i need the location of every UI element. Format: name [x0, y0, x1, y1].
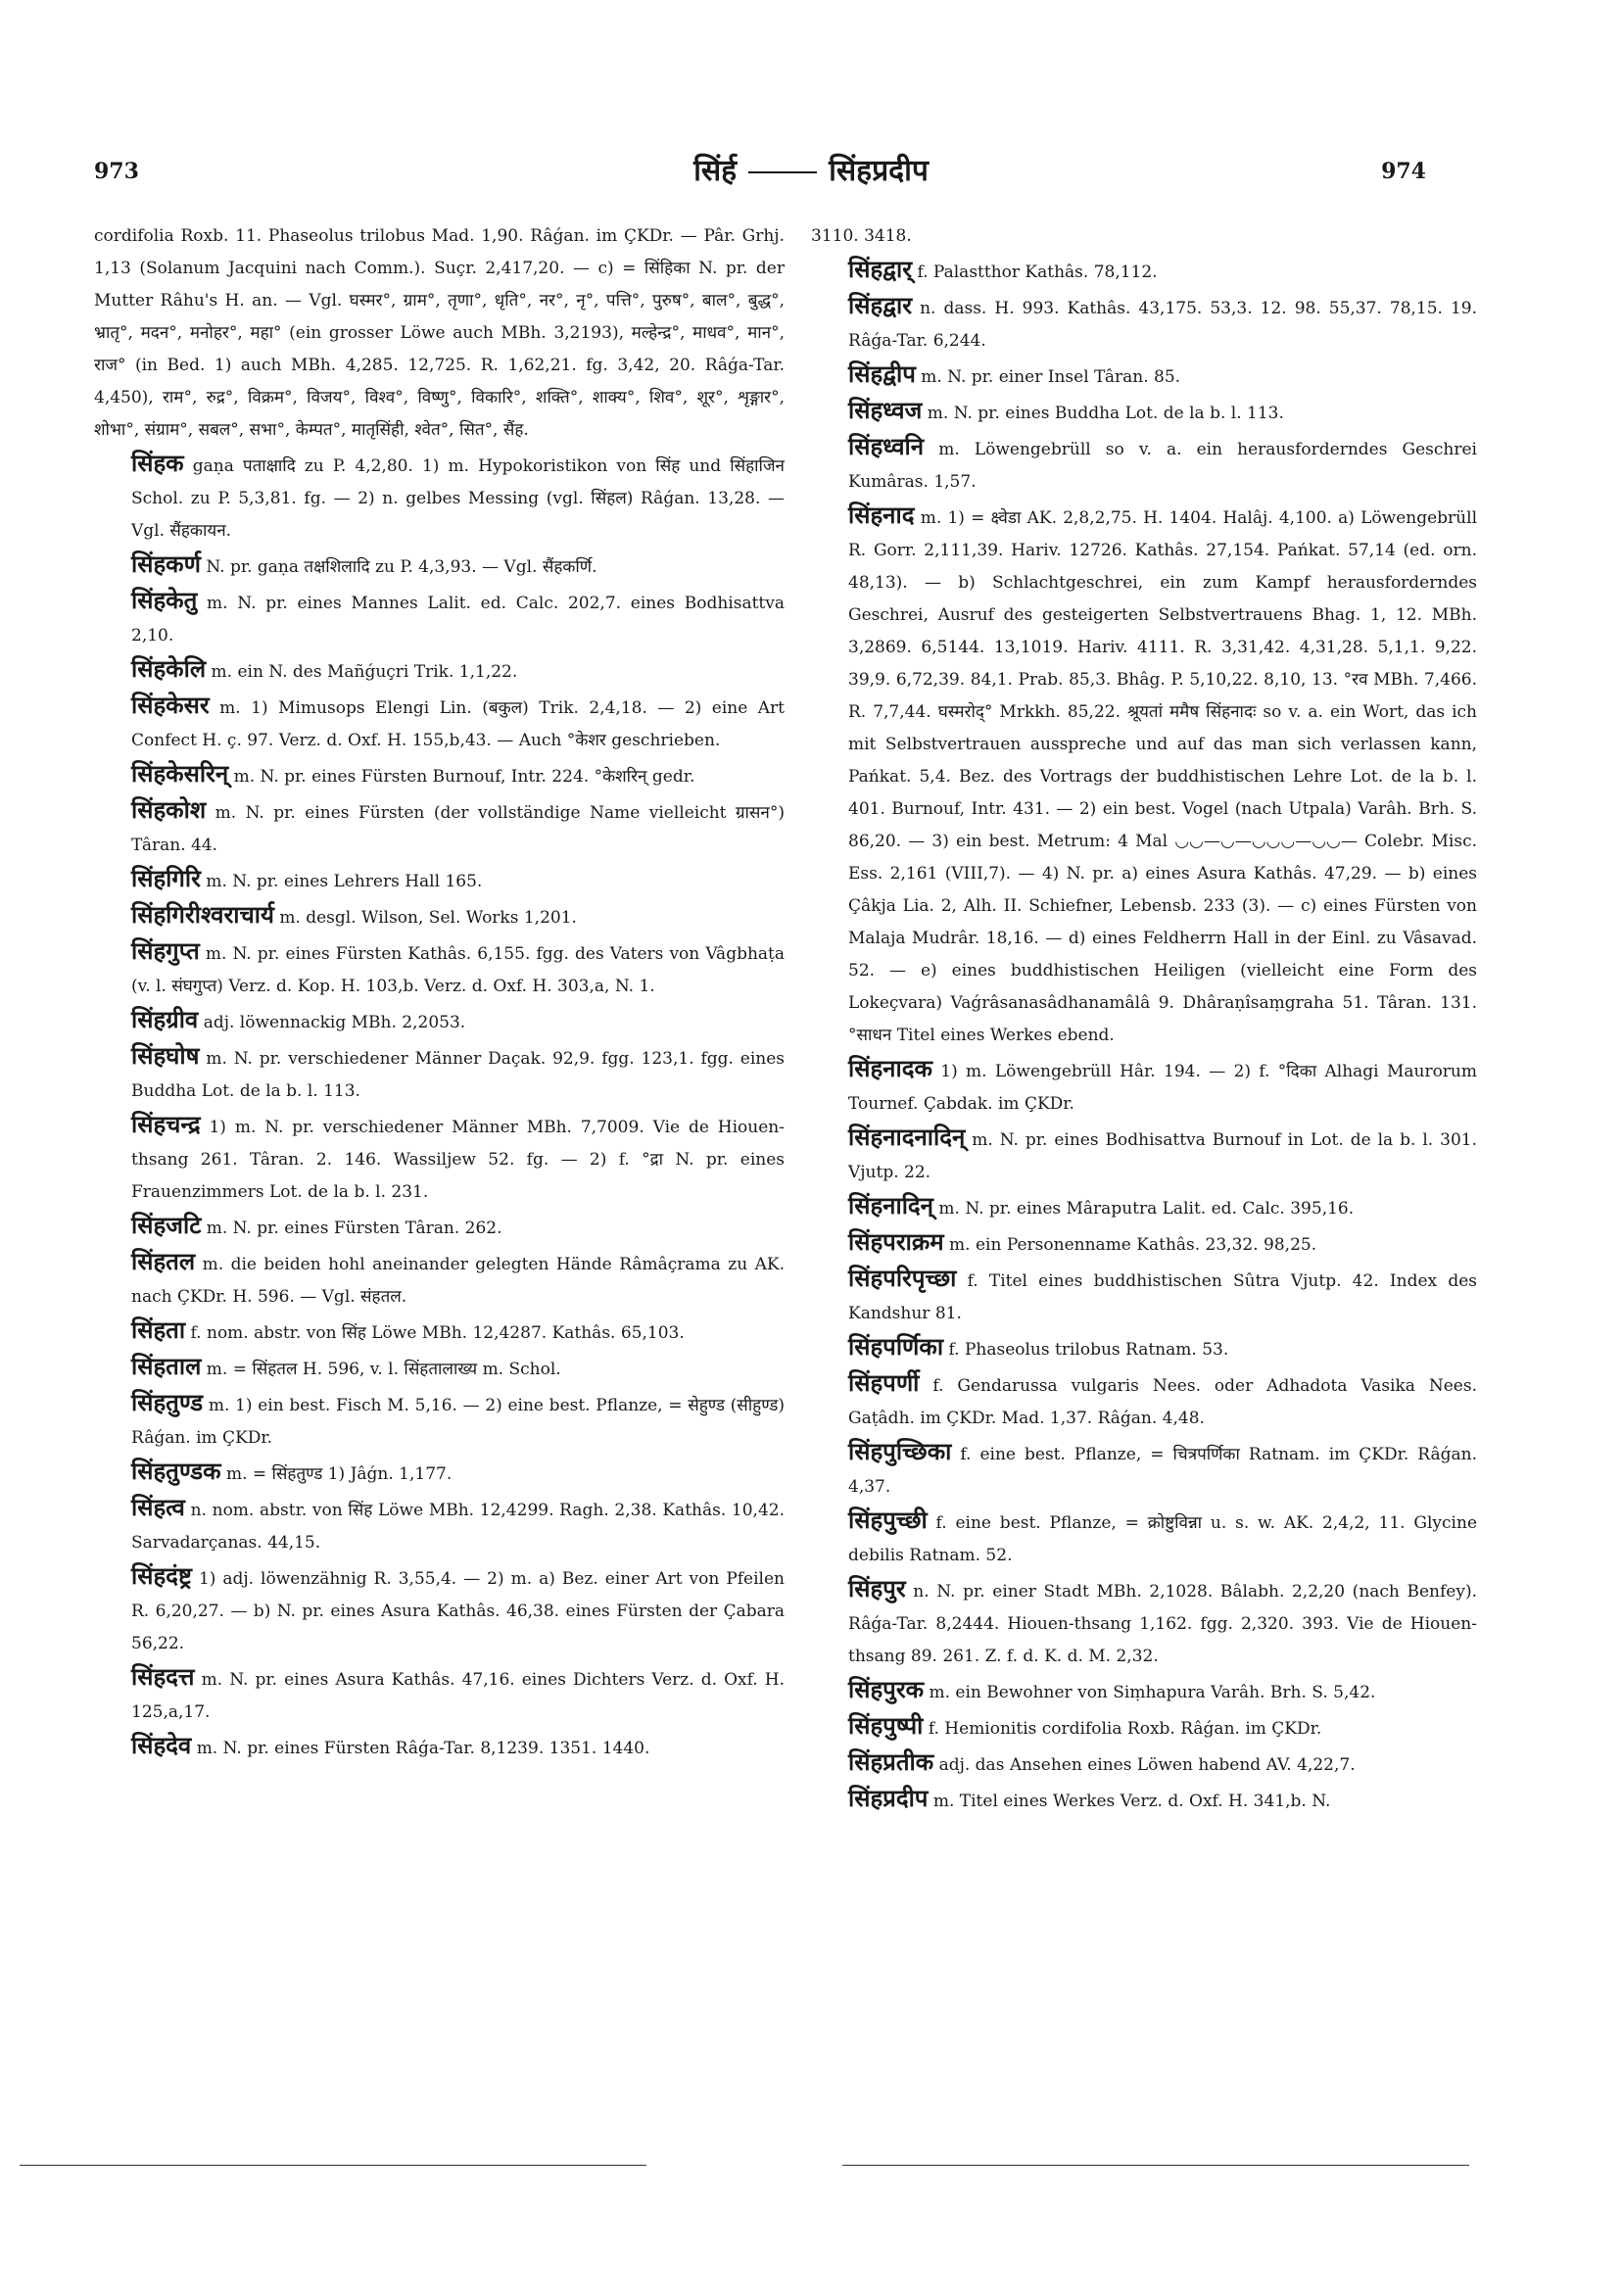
dictionary-entry — [811, 1262, 1477, 1330]
entry-text: 1) m. N. pr. verschiedener Männer MBh. 7,7009. Vie de Hiouen-thsang 261. Târan. 2. 146. Wassiljew 52. fg. — 2) f. °द्रा N. pr. eines Frauenzimmers Lot. de la b. l. 231. — [131, 1118, 785, 1202]
dictionary-entry — [94, 652, 785, 689]
entry-headword: सिंहपुरक — [848, 1675, 925, 1703]
entry-headword: सिंहद्वीप — [848, 359, 916, 388]
dictionary-entry — [94, 1729, 785, 1765]
entry-headword: सिंहनाद — [848, 501, 915, 529]
entry-text: f. nom. abstr. von सिंह Löwe MBh. 12,4287. Kathâs. 65,103. — [190, 1323, 685, 1343]
entry-text: gaṇa पताक्षादि zu P. 4,2,80. 1) m. Hypokoristikon von सिंह und सिंहाजिन Schol. zu P. 5,3,81. fg. — 2) n. gelbes Messing (vgl. सिंहल) Râǵan. 13,28. — Vgl. सैंहकायन. — [131, 456, 785, 541]
entry-headword: सिंहप्रतीक — [848, 1747, 934, 1776]
entry-headword: सिंहपराक्रम — [848, 1227, 944, 1256]
dictionary-entry — [811, 1121, 1477, 1189]
entry-text: f. Titel eines buddhistischen Sûtra Vjutp. 42. Index des Kandshur 81. — [848, 1271, 1477, 1323]
entry-headword: सिंहदंष्ट्र — [131, 1561, 192, 1590]
dictionary-entry — [811, 1673, 1477, 1709]
running-title-left: सिंर्ह — [693, 154, 738, 188]
entry-text: m. 1) Mimusops Elengi Lin. (बकुल) Trik. 2,4,18. — 2) eine Art Confect H. ç. 97. Verz. d. Oxf. H. 155,b,43. — Auch °केशर geschrieben. — [131, 698, 785, 750]
dictionary-entry — [811, 1504, 1477, 1572]
entry-text: m. N. pr. eines Fürsten (der vollständige Name vielleicht ग्रासन°) Târan. 44. — [131, 803, 785, 855]
dictionary-entry — [811, 430, 1477, 499]
entry-headword: सिंहपर्णिका — [848, 1332, 944, 1361]
dictionary-entry — [94, 1350, 785, 1386]
left-column — [94, 220, 785, 1765]
dictionary-entry — [94, 1455, 785, 1491]
entry-text: m. N. pr. eines Fürsten Târan. 262. — [206, 1219, 502, 1238]
entry-headword: सिंहपुर — [848, 1574, 906, 1602]
entry-text: m. ein Personenname Kathâs. 23,32. 98,25. — [949, 1235, 1317, 1255]
dictionary-entry — [94, 1386, 785, 1455]
entry-text: f. Gendarussa vulgaris Nees. oder Adhadota Vasika Nees. Gaṭâdh. im ÇKDr. Mad. 1,37. Râǵan. 4,48. — [848, 1376, 1477, 1428]
entry-text: n. N. pr. einer Stadt MBh. 2,1028. Bâlabh. 2,2,20 (nach Benfey). Râǵa-Tar. 8,2444. Hiouen-thsang 1,162. fgg. 2,320. 393. Vie de Hiouen-thsang 89. 261. Z. f. d. K. d. M. 2,32. — [848, 1582, 1477, 1666]
page-number-right: 974 — [1381, 159, 1426, 184]
dictionary-entry — [811, 1435, 1477, 1504]
dictionary-entry — [94, 1209, 785, 1245]
dictionary-entry — [94, 1003, 785, 1039]
entry-headword: सिंहगिरि — [131, 864, 201, 892]
entry-headword: सिंहदेव — [131, 1731, 192, 1759]
dictionary-entry — [94, 1660, 785, 1729]
dictionary-entry — [94, 1491, 785, 1559]
dictionary-entry — [94, 1108, 785, 1209]
entry-text: 1) adj. löwenzähnig R. 3,55,4. — 2) m. a) Bez. einer Art von Pfeilen R. 6,20,27. — b) N. pr. eines Asura Kathâs. 46,38. eines Fürsten der Çabara 56,22. — [131, 1569, 786, 1653]
entry-text: m. 1) ein best. Fisch M. 5,16. — 2) eine best. Pflanze, = सेहुण्ड (सीहुण्ड) Râǵan. im ÇKDr. — [131, 1396, 785, 1448]
dictionary-entry — [94, 1314, 785, 1350]
dictionary-entry — [94, 584, 785, 652]
page-number-left: 973 — [94, 159, 139, 184]
entry-text: f. Hemionitis cordifolia Roxb. Râǵan. im ÇKDr. — [928, 1719, 1322, 1739]
entry-headword: सिंहकेतु — [131, 586, 198, 614]
dictionary-entry — [811, 1572, 1477, 1673]
entry-headword: सिंहप्रदीप — [848, 1784, 929, 1812]
entry-text: f. Phaseolus trilobus Ratnam. 53. — [948, 1340, 1229, 1360]
dictionary-entry — [811, 1330, 1477, 1366]
entry-text: m. N. pr. verschiedener Männer Daçak. 92,9. fgg. 123,1. fgg. eines Buddha Lot. de la b. l. 113. — [131, 1049, 786, 1101]
entry-headword: सिंहध्वज — [848, 396, 923, 424]
entry-text: m. N. pr. eines Buddha Lot. de la b. l. 113. — [927, 404, 1284, 423]
dictionary-entry — [811, 1709, 1477, 1746]
entry-text: m. ein N. des Mañǵuçri Trik. 1,1,22. — [211, 662, 518, 682]
dictionary-entry — [811, 394, 1477, 430]
entry-headword: सिंहपुच्छिका — [848, 1437, 952, 1465]
entry-headword: सिंहदत्त — [131, 1662, 195, 1691]
entry-headword: सिंहनादक — [848, 1054, 932, 1082]
entry-headword: सिंहतुण्डक — [131, 1457, 221, 1485]
entry-text: m. die beiden hohl aneinander gelegten Hände Râmâçrama zu AK. nach ÇKDr. H. 596. — Vgl. संहतल. — [131, 1255, 785, 1307]
entry-headword: सिंहकेसर — [131, 691, 210, 719]
dictionary-entry — [94, 862, 785, 898]
dictionary-entry — [94, 1245, 785, 1314]
entry-headword: सिंहपरिपृच्छा — [848, 1264, 957, 1292]
running-title-right: सिंहप्रदीप — [829, 154, 929, 188]
dictionary-entry — [811, 1052, 1477, 1121]
entry-headword: सिंहत्व — [131, 1493, 185, 1521]
entry-text: adj. das Ansehen eines Löwen habend AV. 4,22,7. — [938, 1755, 1356, 1775]
entry-headword: सिंहगिरीश्वराचार्य — [131, 900, 274, 929]
right-column — [811, 220, 1477, 1818]
entry-text: n. nom. abstr. von सिंह Löwe MBh. 12,4299. Ragh. 2,38. Kathâs. 10,42. Sarvadarçanas. 44,15. — [131, 1501, 785, 1553]
dictionary-entry — [811, 220, 1477, 253]
entry-text: m. N. pr. eines Fürsten Râǵa-Tar. 8,1239. 1351. 1440. — [196, 1739, 650, 1758]
dictionary-entry — [811, 289, 1477, 358]
entry-headword: सिंहताल — [131, 1352, 202, 1380]
entry-text: f. eine best. Pflanze, = क्रोष्टुविन्ना u. s. w. AK. 2,4,2, 11. Glycine debilis Ratnam. 52. — [848, 1513, 1477, 1565]
entry-headword: सिंहकेसरिन् — [131, 759, 229, 788]
entry-text: m. N. pr. eines Lehrers Hall 165. — [206, 872, 483, 891]
entry-headword: सिंहध्वनि — [848, 432, 925, 460]
entry-text: 3110. 3418. — [811, 226, 912, 246]
dictionary-entry — [94, 1039, 785, 1108]
entry-text: m. Titel eines Werkes Verz. d. Oxf. H. 341,b. N. — [932, 1792, 1331, 1811]
entry-text: m. desgl. Wilson, Sel. Works 1,201. — [279, 908, 577, 928]
entry-headword: सिंहनादनादिन् — [848, 1123, 966, 1151]
entry-text: n. dass. H. 993. Kathâs. 43,175. 53,3. 12. 98. 55,37. 78,15. 19. Râǵa-Tar. 6,244. — [848, 299, 1478, 351]
dictionary-entry — [811, 1225, 1477, 1262]
entry-headword: सिंहतुण्ड — [131, 1388, 204, 1416]
entry-headword: सिंहजटि — [131, 1211, 202, 1239]
entry-headword: सिंहद्वार् — [848, 255, 913, 283]
entry-text: m. N. pr. eines Mannes Lalit. ed. Calc. 202,7. eines Bodhisattva 2,10. — [131, 594, 785, 646]
entry-headword: सिंहता — [131, 1315, 186, 1344]
entry-text: m. N. pr. eines Bodhisattva Burnouf in Lot. de la b. l. 301. Vjutp. 22. — [848, 1130, 1477, 1182]
entry-text: m. = सिंहतल H. 596, v. l. सिंहतालाख्य m. Schol. — [206, 1360, 561, 1379]
dictionary-entry — [94, 793, 785, 862]
dictionary-entry — [94, 934, 785, 1003]
dictionary-entry — [811, 1366, 1477, 1435]
dictionary-entry — [811, 1189, 1477, 1225]
entry-headword: सिंहतल — [131, 1247, 196, 1275]
dictionary-entry — [94, 1559, 785, 1660]
dictionary-entry — [811, 358, 1477, 394]
dictionary-entry — [94, 898, 785, 934]
entry-text: adj. löwennackig MBh. 2,2053. — [203, 1013, 466, 1032]
entry-text: 1) m. Löwengebrüll Hâr. 194. — 2) f. °दिका Alhagi Maurorum Tournef. Çabdak. im ÇKDr. — [848, 1062, 1478, 1114]
entry-headword: सिंहद्वार — [848, 291, 913, 319]
entry-text: m. 1) = क्ष्वेडा AK. 2,8,2,75. H. 1404. Halâj. 4,100. a) Löwengebrüll R. Gorr. 2,111,39. Hariv. 12726. Kathâs. 27,154. Pańkat. 57,14 (ed. orn. 48,13). — b) Schlachtgeschrei, ein zum Kampf herausforderndes Geschrei, Ausruf des gesteigerten Selbstvertrauens Bhag. 1, 12. MBh. 3,2869. 6,5144. 13,1019. Hariv. 4111. R. 3,31,42. 4,31,28. 5,1,1. 9,22. 39,9. 6,72,39. 84,1. Prab. 85,3. Bhâg. P. 5,10,22. 8,10, 13. °रव MBh. 7,466. R. 7,7,44. घस्मरोद्° Mrkkh. 85,22. श्रूयतां ममैष सिंहनादः so v. a. ein Wort, das ich mit Selbstvertrauen ausspreche und auf das man sich verlassen kann, Pańkat. 5,4. Bez. des Vortrags der buddhistischen Lehre Lot. de la b. l. 401. Burnouf, Intr. 431. — 2) ein best. Vogel (nach Utpala) Varâh. Brh. S. 86,20. — 3) ein best. Metrum: 4 Mal ◡◡—◡—◡◡◡—◡◡— Colebr. Misc. Ess. 2,161 (VIII,7). — 4) N. pr. a) eines Asura Kathâs. 47,29. — b) eines Çâkja Lia. 2, Alh. II. Schiefner, Lebensb. 233 (3). — c) eines Fürsten von Malaja Mudrâr. 18,16. — d) eines Feldherrn Hall in der Einl. zu Vâsavad. 52. — e) eines buddhistischen Heiligen (vielleicht eine Form des Lokeçvara) Vaǵrâsanasâdhanamâlâ 9. Dhâraṇîsaṃgraha 51. Târan. 131. °साधन Titel eines Werkes ebend. — [848, 508, 1478, 1045]
dictionary-entry — [811, 1782, 1477, 1818]
running-head — [0, 149, 1622, 189]
entry-headword: सिंहघोष — [131, 1041, 200, 1070]
dictionary-entry — [811, 499, 1477, 1052]
entry-text: m. = सिंहतुण्ड 1) Jâǵn. 1,177. — [225, 1464, 453, 1484]
footer-rule-right — [842, 2165, 1469, 2166]
title-dash — [748, 171, 817, 173]
dictionary-entry — [94, 548, 785, 584]
entry-headword: सिंहपर्णी — [848, 1368, 920, 1397]
entry-headword: सिंहगुप्त — [131, 936, 200, 965]
dictionary-entry — [811, 253, 1477, 289]
entry-headword: सिंहपुच्छी — [848, 1506, 928, 1534]
entry-headword: सिंहग्रीव — [131, 1005, 199, 1033]
entry-text: m. N. pr. eines Asura Kathâs. 47,16. eines Dichters Verz. d. Oxf. H. 125,a,17. — [131, 1670, 786, 1722]
entry-headword: सिंहचन्द्र — [131, 1110, 201, 1138]
entry-headword: सिंहकर्ण — [131, 550, 201, 578]
dictionary-entry — [94, 757, 785, 793]
dictionary-entry — [94, 220, 785, 447]
entry-text: cordifolia Roxb. 11. Phaseolus trilobus Mad. 1,90. Râǵan. im ÇKDr. — Pâr. Grhj. 1,13 (Solanum Jacquini nach Comm.). Suçr. 2,417,20. — c) = सिंहिका N. pr. der Mutter Râhu's H. an. — Vgl. घस्मर°, ग्राम°, तृणा°, धृति°, नर°, नृ°, पत्ति°, पुरुष°, बाल°, बुद्ध°, भ्रातृ°, मदन°, मनोहर°, महा° (ein grosser Löwe auch MBh. 3,2193), मल्हेन्द्र°, माधव°, मान°, राज° (in Bed. 1) auch MBh. 4,285. 12,725. R. 1,62,21. fg. 3,42, 20. Râǵa-Tar. 4,450), राम°, रुद्र°, विक्रम°, विजय°, विश्व°, विष्णु°, विकारि°, शक्ति°, शाक्य°, शिव°, शूर°, शृङ्गार°, शोभा°, संग्राम°, सबल°, सभा°, केम्पत°, मातृसिंही, श्वेत°, सित°, सैंह. — [94, 226, 785, 440]
dictionary-entry — [94, 689, 785, 757]
dictionary-entry — [811, 1746, 1477, 1782]
entry-text: m. ein Bewohner von Siṃhapura Varâh. Brh. S. 5,42. — [929, 1683, 1376, 1702]
entry-text: f. eine best. Pflanze, = चित्रपर्णिका Ratnam. im ÇKDr. Râǵan. 4,37. — [848, 1445, 1477, 1497]
entry-text: f. Palastthor Kathâs. 78,112. — [917, 263, 1158, 282]
entry-headword: सिंहनादिन् — [848, 1191, 933, 1220]
entry-headword: सिंहपुष्पी — [848, 1711, 924, 1740]
entry-text: m. Löwengebrüll so v. a. ein herausforderndes Geschrei Kumâras. 1,57. — [848, 440, 1477, 492]
entry-text: m. N. pr. eines Mâraputra Lalit. ed. Calc. 395,16. — [938, 1199, 1355, 1219]
entry-headword: सिंहकोश — [131, 795, 207, 824]
footer-rule-left — [20, 2165, 646, 2166]
dictionary-entry — [94, 447, 785, 548]
entry-text: N. pr. gaṇa तक्षशिलादि zu P. 4,3,93. — Vgl. सैंहकर्णि. — [206, 557, 597, 577]
entry-text: m. N. pr. einer Insel Târan. 85. — [921, 367, 1181, 387]
entry-headword: सिंहकेलि — [131, 654, 207, 683]
entry-text: m. N. pr. eines Fürsten Burnouf, Intr. 224. °केशरिन् gedr. — [233, 767, 695, 787]
entry-text: m. N. pr. eines Fürsten Kathâs. 6,155. fgg. des Vaters von Vâgbhaṭa (v. l. संघगुप्त) Verz. d. Kop. H. 103,b. Verz. d. Oxf. H. 303,a, N. 1. — [131, 944, 786, 996]
entry-headword: सिंहक — [131, 449, 184, 477]
